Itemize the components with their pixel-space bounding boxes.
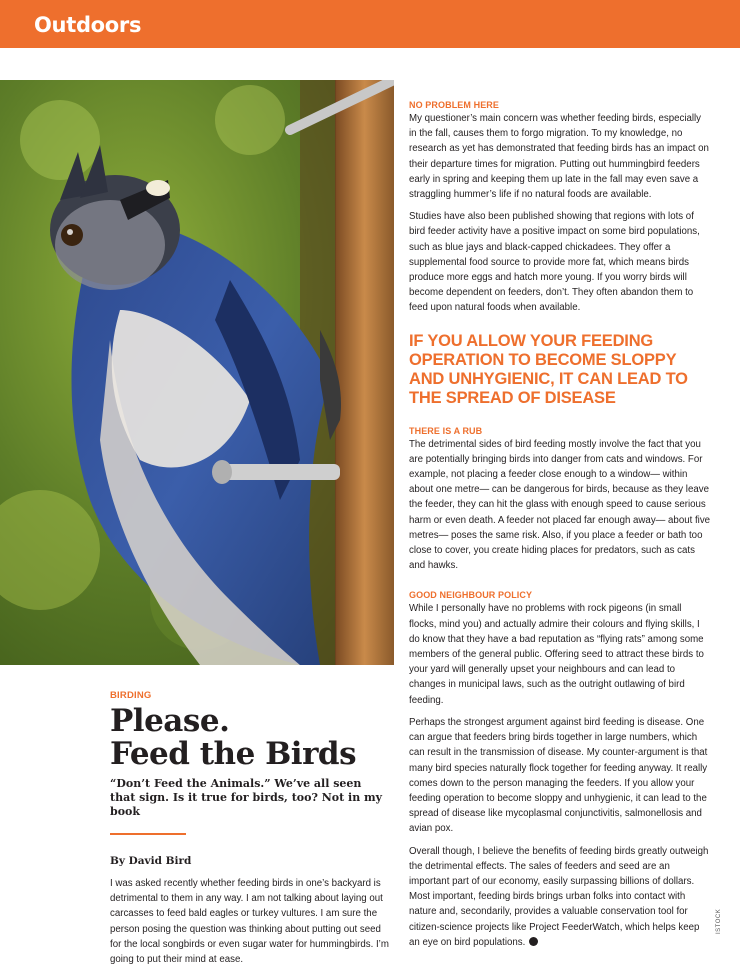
end-mark-icon	[529, 937, 538, 946]
body-paragraph: While I personally have no problems with rock pigeons (in small flocks, mind you) and actually admire their colours and flying skills, I do know that they have a bad reputation as “flying rats” among some members of the general public. Offering seed to attract these birds to your yard will generally upset your neighbours and can lead to changes in municipal laws, such as the outright outlawing of bird feeding.	[409, 603, 704, 706]
article-headline	[110, 705, 390, 771]
body-paragraph-final	[409, 844, 711, 950]
subhead-there-is-a-rub: THERE IS A RUB	[409, 425, 483, 436]
article-intro	[110, 690, 390, 967]
photo-credit: ISTOCK	[716, 908, 722, 934]
blue-jay-photo	[0, 80, 394, 665]
body-paragraph: The detrimental sides of bird feeding mostly involve the fact that you are potentially bringing birds into danger from cats and windows. For example, not placing a feeder close enough to a window— within about one metre— can be dangerous for birds, because as they leave the feeder, they can hit the glass with enough speed to cause serious harm or even death. A feeder not placed far enough away— about five metres— poses the same risk. Also, if you place a feeder or bath too close to cover, you create hiding places for predators, such as cats and hawks.	[409, 438, 711, 572]
article-byline: By David Bird	[110, 855, 192, 867]
section-header-bar	[0, 0, 740, 48]
body-paragraph: My questioner’s main concern was whether feeding birds, especially in the fall, causes them to forgo migration. To my knowledge, no research as yet has demonstrated that feeding birds has an impact on their departure times for migration. Putting out hummingbird feeders early in spring and keeping them up late in the fall may even save a straggling hummer’s life if no natural foods are available.	[409, 113, 709, 201]
intro-paragraph: I was asked recently whether feeding birds in one’s backyard is detrimental to them in any way. I am not talking about laying out carcasses to feed bald eagles or turkey vultures. I am sure the person posing the question was thinking about putting out seed for the local songbirds or even sugar water for hummingbirds. I’m going to put their mind at ease.	[110, 878, 389, 966]
deck-divider	[110, 833, 186, 835]
body-paragraph: Perhaps the strongest argument against bird feeding is disease. One can argue that feeders bring birds together in large numbers, which can result in the transmission of disease. My counter-argument is that many bird species naturally flock together for feeding anyway. It really comes down to the person managing the feeders. If you allow your feeding operation to become sloppy and unhygienic, it can lead to the spread of disease like mycoplasmal conjunctivitis, salmonellosis and avian pox.	[409, 716, 708, 835]
pull-quote: IF YOU ALLOW YOUR FEEDING OPERATION TO BECOME SLOPPY AND UNHYGIENIC, IT CAN LEAD TO THE SPREAD OF DISEASE	[409, 331, 688, 407]
final-paragraph-text: Overall though, I believe the benefits of feeding birds greatly outweigh the detrimental effects. The sales of feeders and seed are an important part of our economy, easily surpassing billions of dollars. Most important, feeding birds brings urban folks into contact with nature and, secondarily, provides a valuable conservation tool for citizen-science projects like Project FeederWatch, which helps keep an eye on bird populations.	[409, 845, 709, 948]
headline-line-1: Please.	[110, 703, 230, 739]
subhead-no-problem: NO PROBLEM HERE	[409, 100, 500, 110]
article-body-column	[409, 100, 711, 957]
article-deck: “Don’t Feed the Animals.” We’ve all seen that sign. Is it true for birds, too? Not in my book	[110, 777, 383, 818]
headline-line-2: Feed the Birds	[110, 736, 357, 772]
body-paragraph: Studies have also been published showing that regions with lots of bird feeder activity have a positive impact on some bird populations, such as blue jays and black-capped chickadees. They offer a supplemental food source to provide more fat, which means birds produce more eggs and hatch more young. If you worry birds will become dependent on feeders, don’t. They often abandon them to feed upon natural foods when available.	[409, 211, 700, 314]
section-title: Outdoors	[34, 13, 142, 37]
article-kicker: BIRDING	[110, 690, 152, 701]
subhead-good-neighbour: GOOD NEIGHBOUR POLICY	[409, 590, 533, 601]
